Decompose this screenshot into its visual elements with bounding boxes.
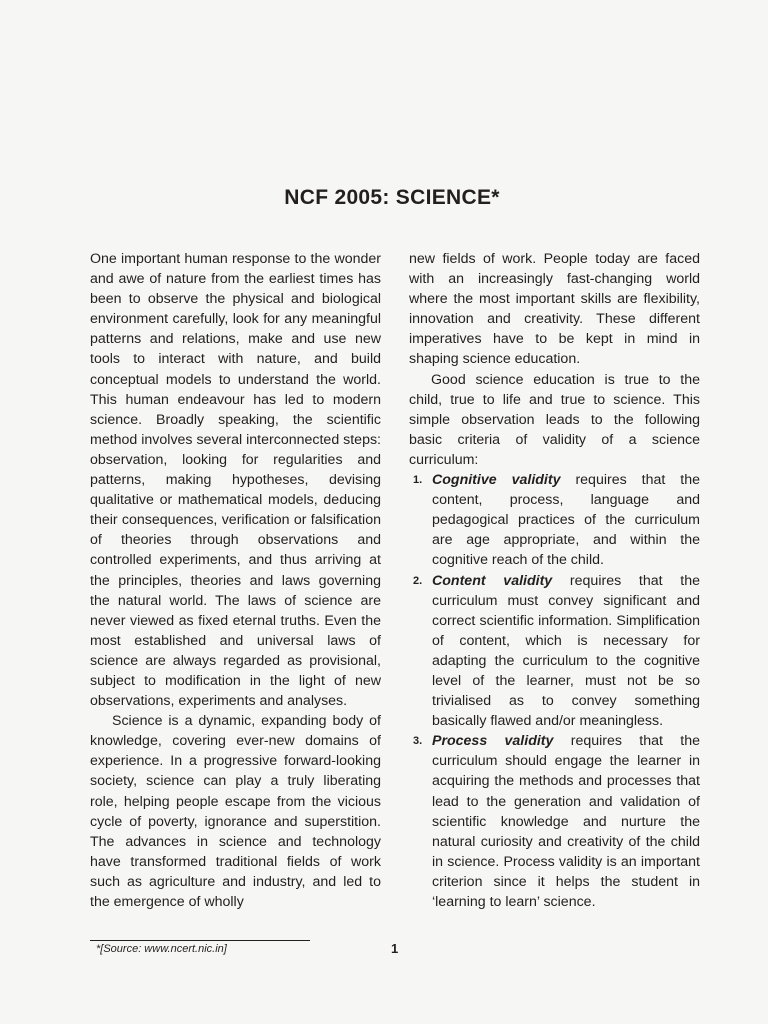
right-column (409, 249, 700, 912)
criterion-content-validity (409, 571, 700, 732)
criterion-name: Cognitive validity (432, 472, 561, 489)
page-number: 1 (391, 941, 399, 956)
criterion-cognitive-validity (409, 470, 700, 570)
left-column (90, 249, 381, 912)
criterion-process-validity (409, 731, 700, 912)
criterion-text: requires that the content, process, language and pedagogical practices of the curriculum are age appropriate, and within the cognitive reach of the child. (432, 472, 700, 569)
criterion-number: 1. (413, 474, 423, 487)
footnote-divider (90, 940, 310, 941)
page-title: NCF 2005: SCIENCE* (284, 186, 500, 209)
paragraph-science-dynamic: Science is a dynamic, expanding body of knowledge, covering ever-new domains of experience. In a progressive forward-looking society, science can play a truly liberating role, helping people escape from the vicious cycle of poverty, ignorance and superstition. The advances in science and technology have transformed traditional fields of work such as agriculture and industry, and led to the emergence of wholly (90, 713, 381, 910)
paragraph-good-science: Good science education is true to the child, true to life and true to science. This simple observation leads to the following basic criteria of validity of a science curriculum: (409, 371, 700, 468)
paragraph-new-fields: new fields of work. People today are faced with an increasingly fast-changing world where the most important skills are flexibility, innovation and creativity. These different imperatives have to be kept in mind in shaping science education. (409, 251, 700, 368)
footnote-source: *[Source: www.ncert.nic.in] (96, 943, 227, 955)
criterion-number: 2. (413, 574, 423, 587)
criterion-body (432, 571, 700, 732)
criterion-body (432, 731, 700, 912)
criterion-text: requires that the curriculum should engage the learner in acquiring the methods and processes that lead to the generation and validation of scientific knowledge and nurture the natural curiosity and creativity of the child in science. Process validity is an important criterion since it helps the student in ‘learning to learn’ science. (432, 733, 701, 910)
criterion-body (432, 470, 700, 570)
paragraph-intro: One important human response to the wonder and awe of nature from the earliest times has been to observe the physical and biological environment carefully, look for any meaningful patterns and relations, make and use new tools to interact with nature, and build conceptual models to understand the world. This human endeavour has led to modern science. Broadly speaking, the scientific method involves several interconnected steps: observation, looking for regularities and patterns, making hypotheses, devising qualitative or mathematical models, deducing their consequences, verification or falsification of theories through observations and controlled experiments, and thus arriving at the principles, theories and laws governing the natural world. The laws of science are never viewed as fixed eternal truths. Even the most established and universal laws of science are always regarded as provisional, subject to modification in the light of new observations, experiments and analyses. (90, 251, 382, 710)
criterion-number: 3. (413, 735, 423, 748)
criterion-name: Process validity (432, 733, 554, 750)
criterion-text: requires that the curriculum must convey significant and correct scientific information. Simplification of content, which is necessary for adapting the curriculum to the cognitive level of the learner, must not be so trivialised as to convey something basically flawed and/or meaningless. (432, 572, 701, 730)
criterion-name: Content validity (432, 572, 553, 589)
